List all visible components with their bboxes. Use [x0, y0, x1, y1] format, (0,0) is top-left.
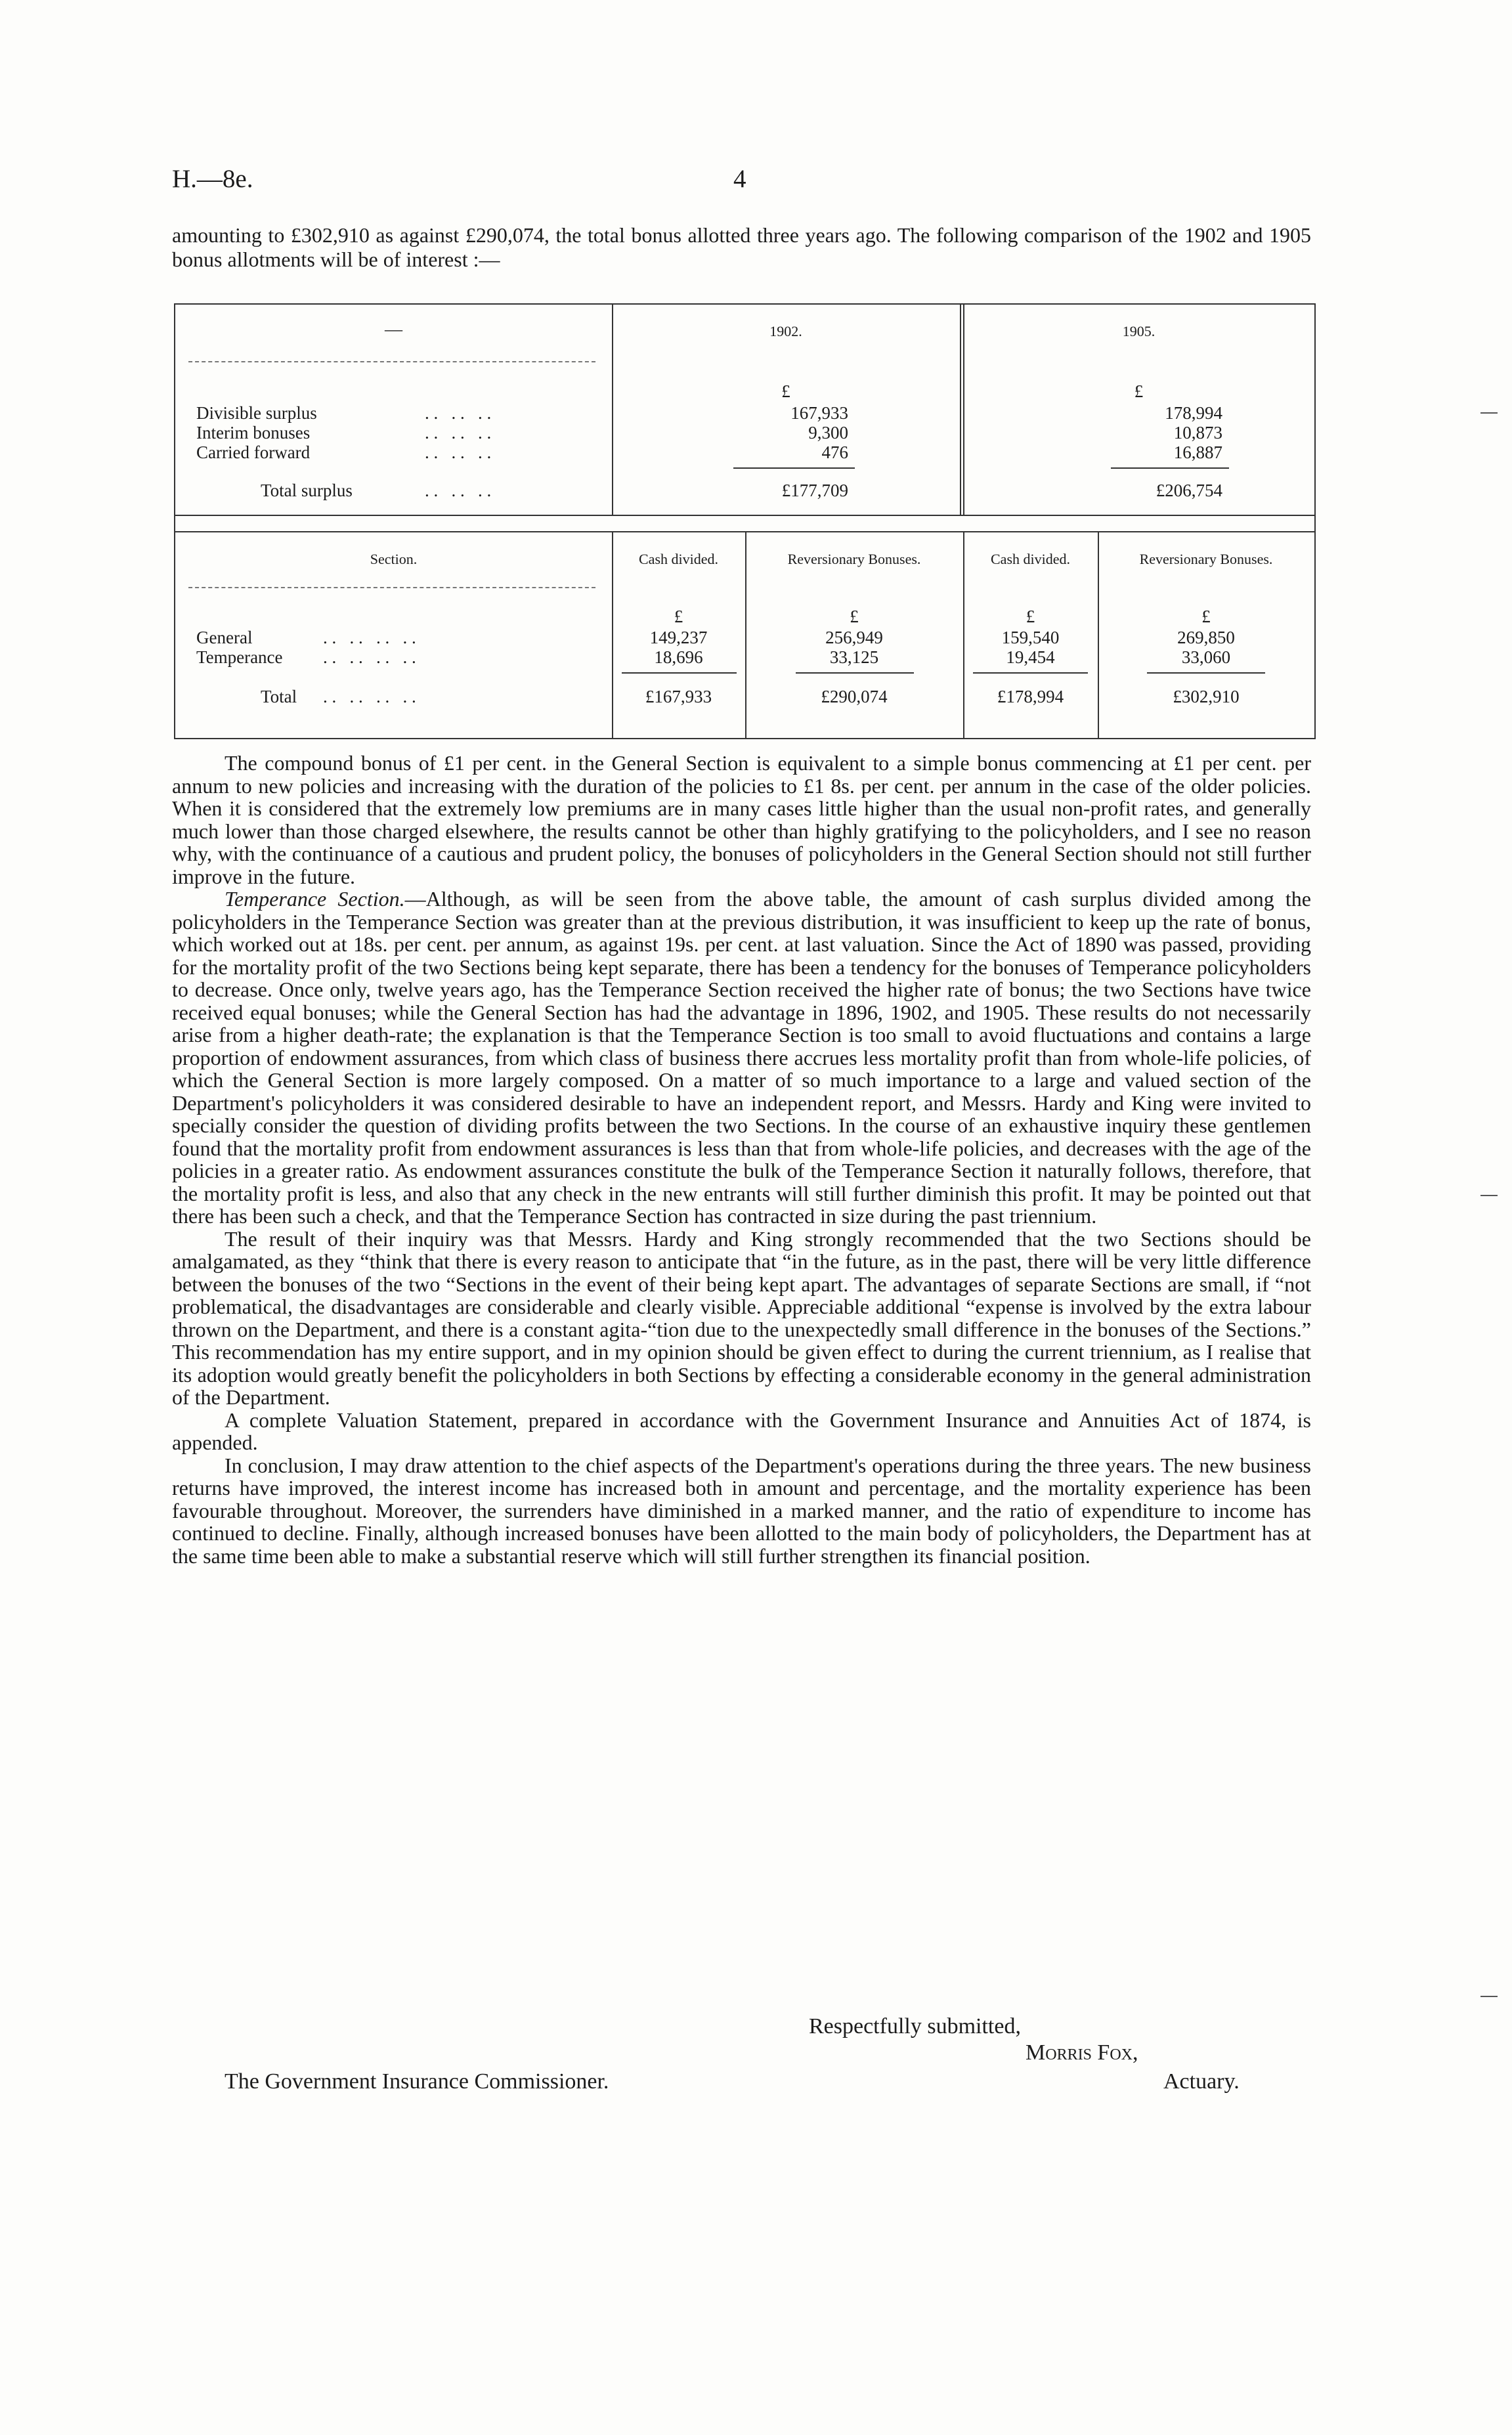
row-label-general: General — [196, 628, 253, 647]
currency-unit: £ — [850, 607, 859, 626]
report-body — [172, 752, 1311, 1567]
rev-1905: 33,060 — [1181, 647, 1231, 667]
value-1905: 16,887 — [1173, 442, 1222, 462]
rev-1905: 269,850 — [1177, 628, 1235, 647]
total-rev-1902: £290,074 — [821, 687, 888, 706]
value-1902: 9,300 — [808, 423, 848, 442]
cash-1905: 19,454 — [1006, 647, 1055, 667]
leader-dots: . . . . . . . . — [323, 647, 416, 667]
value-1902: 167,933 — [790, 403, 848, 423]
paragraph-inquiry-result: The result of their inquiry was that Messrs. Hardy and King strongly recommended that the two Sections should be amalgamated, as they “think that there is every reason to anticipate that “in the future, as in the past, there will be very little difference between the bonuses of the two “Sections in the event of their being kept apart. The advantages of separate Sections are small, if “not problematical, the disadvantages are considerable and clearly visible. Appreciable additional “expense is involved by the extra labour thrown on the Department, and there is a constant agita-“tion due to the unexpectedly small difference in the bonuses of the Sections.” This recommendation has my entire support, and in my opinion should be given effect to during the current triennium, as I realise that its adoption would greatly benefit the policyholders in both Sections by effecting a considerable economy in the general administration of the Department. — [172, 1226, 1311, 1409]
value-1905: 178,994 — [1165, 403, 1222, 423]
cash-1902: 18,696 — [654, 647, 703, 667]
rev-1902: 33,125 — [829, 647, 879, 667]
currency-unit: £ — [781, 381, 790, 401]
sum-rule — [973, 672, 1088, 674]
table-hline — [175, 531, 1314, 532]
total-cash-1905: £178,994 — [997, 687, 1064, 706]
document-reference: H.—8e. — [172, 165, 253, 193]
total-1905: £206,754 — [1156, 481, 1222, 500]
paragraph-conclusion: In conclusion, I may draw attention to the chief aspects of the Department's operations during the three years. The new business returns have improved, the interest income has increased both in amount and percentage, and the mortality experience has been favourable throughout. Moreover, the surrenders have diminished in a marked manner, and the ratio of expenditure to income has continued to decline. Finally, although increased bonuses have been allotted to the main body of policyholders, the Department has at the same time been able to make a substantial reserve which will still further strengthen its financial position. — [172, 1453, 1311, 1568]
sum-rule — [1147, 672, 1265, 674]
row-label-divisible: Divisible surplus — [196, 403, 317, 423]
sum-rule — [796, 672, 914, 674]
currency-unit: £ — [1201, 607, 1211, 626]
currency-unit: £ — [674, 607, 683, 626]
row-label-temperance: Temperance — [196, 647, 283, 667]
currency-unit: £ — [1134, 381, 1144, 401]
currency-unit: £ — [1026, 607, 1035, 626]
cash-1905-header: Cash divided. — [991, 551, 1070, 567]
total-1902: £177,709 — [781, 481, 848, 500]
cash-1902-header: Cash divided. — [639, 551, 718, 567]
total-cash-1902: £167,933 — [645, 687, 712, 706]
leader-dots: . . . . . . — [425, 442, 492, 462]
leader-dots: . . . . . . — [425, 423, 492, 442]
signatory-title: Actuary. — [1163, 2069, 1240, 2094]
row-label-interim: Interim bonuses — [196, 423, 311, 442]
paragraph-text: —Although, as will be seen from the above table, the amount of cash surplus divided among the policyholders in the Temperance Section was greater than at the previous distribution, it was insufficient to keep up the rate of bonus, which worked out at 18s. per cent. per annum, as against 19s. per cent. at last valuation. Since the Act of 1890 was passed, providing for the mortality profit of the two Sections being kept separate, there has been a tendency for the bonuses of Temperance policyholders to decrease. Once only, twelve years ago, has the Temperance Section received the higher rate of bonus; the two Sections have twice received equal bonuses; while the General Section has had the advantage in 1896, 1902, and 1905. These results do not necessarily arise from a higher death-rate; the explanation is that the Temperance Section is too small to avoid fluctuations and contains a large proportion of endowment assurances, from which class of business there accrues less mortality profit than from whole-life policies, of which the General Section is more largely composed. On a matter of so much importance to a large and valued section of the Department's policyholders it was considered desirable to have an independent report, and Messrs. Hardy and King were invited to specially consider the question of dividing profits between the two Sections. In the course of an exhaustive inquiry these gentlemen found that the mortality profit from endowment assurances is less than that from whole-life policies, and decreases with the age of the policies in a greater ratio. As endowment assurances constitute the bulk of the Temperance Section it naturally follows, therefore, that the mortality profit is less, and also that any check in the new entrants will still further diminish this profit. It may be pointed out that there has been such a check, and that the Temperance Section has contracted in size during the past triennium. — [172, 887, 1312, 1228]
section-heading: Temperance Section. — [225, 887, 405, 911]
paragraph-compound-bonus: The compound bonus of £1 per cent. in the General Section is equivalent to a simple bonus commencing at £1 per cent. per annum to new policies and increasing with the duration of the policies to £1 8s. per cent. per annum in the case of the older policies. When it is considered that the extremely low premiums are in many cases little higher than the usual non-profit rates, and generally much lower than those charged elsewhere, the results cannot be other than highly gratifying to the policyholders, and I see no reason why, with the continuance of a cautious and prudent policy, the bonuses of policyholders in the General Section should not still further improve in the future. — [172, 751, 1311, 888]
row-label-carried: Carried forward — [196, 442, 311, 462]
section-header: Section. — [370, 551, 418, 567]
rev-1902: 256,949 — [825, 628, 883, 647]
addressee: The Government Insurance Commissioner. — [225, 2069, 609, 2094]
cash-1905: 159,540 — [1001, 628, 1060, 647]
table-vline — [960, 305, 961, 515]
year-1902-header: 1902. — [769, 323, 802, 339]
leader-dots: . . . . . . . . — [323, 628, 416, 647]
margin-mark — [1480, 412, 1498, 414]
sum-rule — [733, 467, 855, 469]
total-rev-1905: £302,910 — [1173, 687, 1240, 706]
margin-mark — [1480, 1996, 1498, 1997]
table-hline — [175, 515, 1314, 516]
leader-dots: . . . . . . . . — [323, 687, 416, 706]
paragraph-temperance — [172, 888, 1311, 1228]
intro-paragraph: amounting to £302,910 as against £290,074, the total bonus allotted three years ago. The following comparison of the 1902 and 1905 bonus allotments will be of interest :— — [172, 223, 1311, 271]
row-label-total: Total — [261, 687, 297, 706]
margin-mark — [1480, 1195, 1498, 1196]
header-dashed-rule — [188, 361, 595, 362]
page-number: 4 — [733, 165, 746, 193]
rev-1905-header: Reversionary Bonuses. — [1139, 551, 1273, 567]
row-label-total-surplus: Total surplus — [261, 481, 353, 500]
rev-1902-header: Reversionary Bonuses. — [787, 551, 921, 567]
cash-1902: 149,237 — [649, 628, 708, 647]
sum-rule — [1111, 467, 1229, 469]
leader-dots: . . . . . . — [425, 481, 492, 500]
signature-block — [172, 2014, 1311, 2106]
value-1902: 476 — [821, 442, 848, 462]
header-dashed-rule — [188, 587, 595, 588]
closing: Respectfully submitted, — [809, 2014, 1021, 2038]
signatory-name: Morris Fox, — [1026, 2040, 1138, 2065]
paragraph-valuation: A complete Valuation Statement, prepared in accordance with the Government Insurance and Annuities Act of 1874, is appended. — [172, 1408, 1311, 1454]
page-header — [172, 164, 1321, 204]
sum-rule — [622, 672, 737, 674]
bonus-comparison-table — [174, 303, 1316, 739]
year-1905-header: 1905. — [1122, 323, 1156, 339]
leader-dots: . . . . . . — [425, 403, 492, 423]
value-1905: 10,873 — [1173, 423, 1222, 442]
corner-dash: — — [385, 319, 402, 339]
